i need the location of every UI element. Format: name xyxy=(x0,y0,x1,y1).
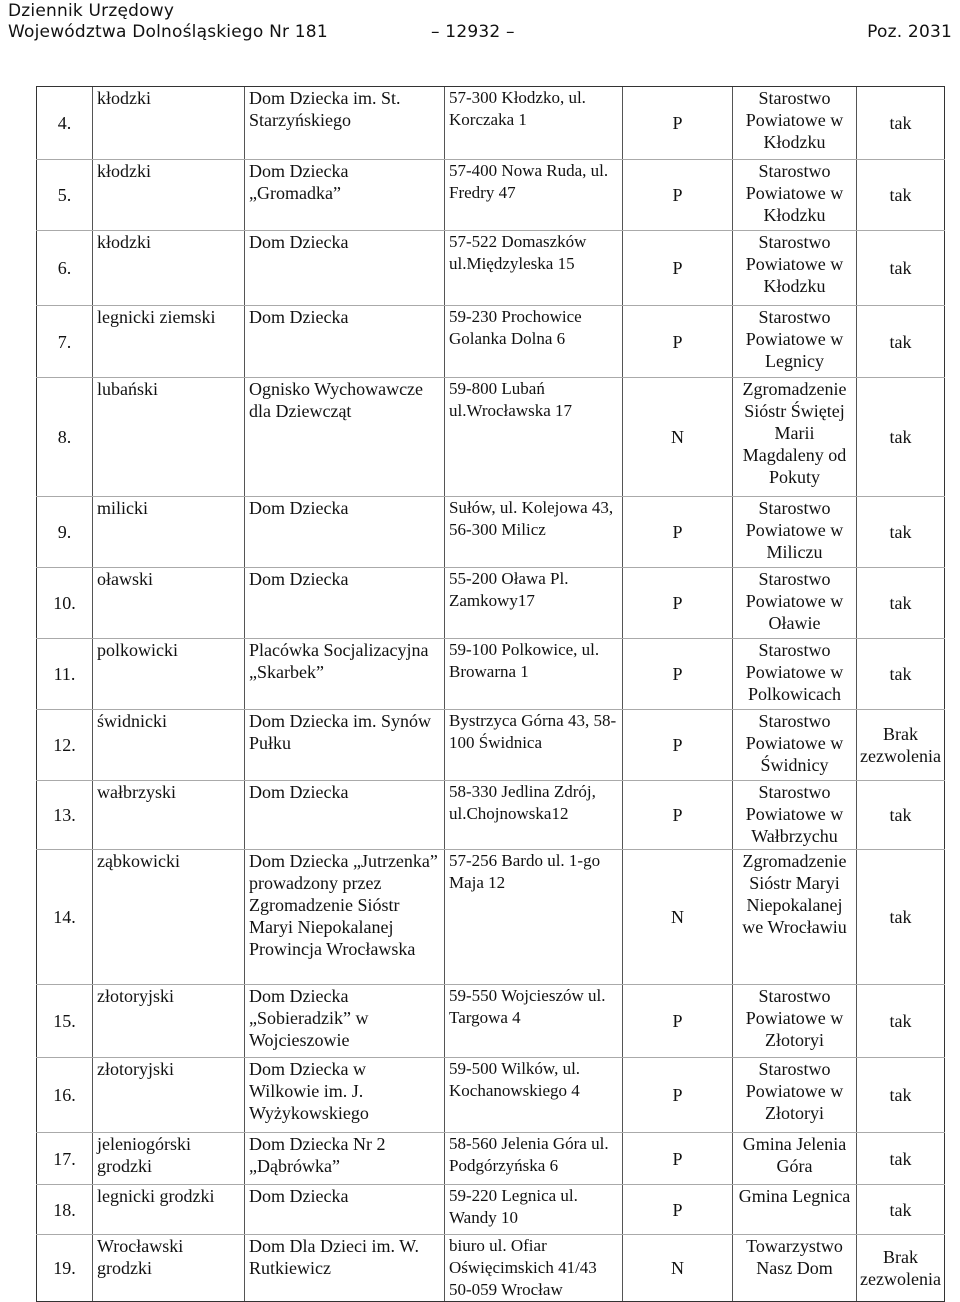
type-cell: P xyxy=(623,985,733,1058)
address-cell: 59-220 Legnica ul. Wandy 10 xyxy=(445,1185,623,1235)
operator-cell: Starostwo Powiatowe w Miliczu xyxy=(733,497,857,568)
table-row xyxy=(37,639,945,710)
address-cell: 59-500 Wilków, ul. Kochanowskiego 4 xyxy=(445,1058,623,1133)
district-cell: świdnicki xyxy=(93,710,245,781)
operator-cell: Zgromadzenie Sióstr Maryi Niepokalanej we Wrocławiu xyxy=(733,850,857,985)
institution-name-cell: Dom Dziecka xyxy=(245,497,445,568)
permit-cell: Brak zezwolenia xyxy=(857,1235,945,1302)
permit-cell: tak xyxy=(857,231,945,306)
district-cell: Wrocławski grodzki xyxy=(93,1235,245,1302)
address-cell: 55-200 Oława Pl. Zamkowy17 xyxy=(445,568,623,639)
district-cell: kłodzki xyxy=(93,160,245,231)
address-cell: 58-560 Jelenia Góra ul. Podgórzyńska 6 xyxy=(445,1133,623,1185)
operator-cell: Starostwo Powiatowe w Oławie xyxy=(733,568,857,639)
journal-title: Dziennik Urzędowy xyxy=(8,1,175,21)
voivodeship-issue: Województwa Dolnośląskiego Nr 181 xyxy=(8,22,328,42)
permit-cell: tak xyxy=(857,87,945,160)
institution-name-cell: Dom Dziecka Nr 2 „Dąbrówka” xyxy=(245,1133,445,1185)
type-cell: P xyxy=(623,497,733,568)
permit-cell: tak xyxy=(857,306,945,378)
address-cell: 57-400 Nowa Ruda, ul. Fredry 47 xyxy=(445,160,623,231)
type-cell: P xyxy=(623,1133,733,1185)
row-number: 6. xyxy=(37,231,93,306)
table-row xyxy=(37,306,945,378)
district-cell: oławski xyxy=(93,568,245,639)
type-cell: P xyxy=(623,710,733,781)
table-row xyxy=(37,710,945,781)
institution-name-cell: Dom Dziecka „Gromadka” xyxy=(245,160,445,231)
type-cell: N xyxy=(623,378,733,497)
operator-cell: Starostwo Powiatowe w Kłodzku xyxy=(733,87,857,160)
row-number: 8. xyxy=(37,378,93,497)
address-cell: 59-230 Prochowice Golanka Dolna 6 xyxy=(445,306,623,378)
institution-name-cell: Dom Dziecka im. St. Starzyńskiego xyxy=(245,87,445,160)
permit-cell: tak xyxy=(857,781,945,850)
type-cell: N xyxy=(623,850,733,985)
institution-name-cell: Dom Dla Dzieci im. W. Rutkiewicz xyxy=(245,1235,445,1302)
district-cell: kłodzki xyxy=(93,231,245,306)
operator-cell: Starostwo Powiatowe w Złotoryi xyxy=(733,985,857,1058)
permit-cell: tak xyxy=(857,985,945,1058)
institution-name-cell: Placówka Socjalizacyjna „Skarbek” xyxy=(245,639,445,710)
permit-cell: Brak zezwolenia xyxy=(857,710,945,781)
row-number: 17. xyxy=(37,1133,93,1185)
institutions-table xyxy=(36,86,945,1302)
permit-cell: tak xyxy=(857,639,945,710)
table-row xyxy=(37,160,945,231)
journal-subheader xyxy=(8,21,952,43)
row-number: 13. xyxy=(37,781,93,850)
operator-cell: Starostwo Powiatowe w Kłodzku xyxy=(733,231,857,306)
address-cell: biuro ul. Ofiar Oświęcimskich 41/43 50-059 Wrocław xyxy=(445,1235,623,1302)
position-number: Poz. 2031 xyxy=(867,22,952,42)
address-cell: 58-330 Jedlina Zdrój, ul.Chojnowska12 xyxy=(445,781,623,850)
address-cell: Bystrzyca Górna 43, 58-100 Świdnica xyxy=(445,710,623,781)
type-cell: P xyxy=(623,1058,733,1133)
operator-cell: Gmina Legnica xyxy=(733,1185,857,1235)
type-cell: P xyxy=(623,639,733,710)
table-row xyxy=(37,87,945,160)
address-cell: 59-800 Lubań ul.Wrocławska 17 xyxy=(445,378,623,497)
table-row xyxy=(37,568,945,639)
row-number: 15. xyxy=(37,985,93,1058)
row-number: 11. xyxy=(37,639,93,710)
row-number: 9. xyxy=(37,497,93,568)
type-cell: P xyxy=(623,781,733,850)
address-cell: 59-100 Polkowice, ul. Browarna 1 xyxy=(445,639,623,710)
district-cell: wałbrzyski xyxy=(93,781,245,850)
row-number: 19. xyxy=(37,1235,93,1302)
institution-name-cell: Dom Dziecka xyxy=(245,568,445,639)
operator-cell: Starostwo Powiatowe w Kłodzku xyxy=(733,160,857,231)
permit-cell: tak xyxy=(857,1058,945,1133)
address-cell: 59-550 Wojcieszów ul. Targowa 4 xyxy=(445,985,623,1058)
type-cell: N xyxy=(623,1235,733,1302)
district-cell: jeleniogórski grodzki xyxy=(93,1133,245,1185)
permit-cell: tak xyxy=(857,378,945,497)
operator-cell: Starostwo Powiatowe w Wałbrzychu xyxy=(733,781,857,850)
row-number: 16. xyxy=(37,1058,93,1133)
operator-cell: Starostwo Powiatowe w Legnicy xyxy=(733,306,857,378)
address-cell: 57-522 Domaszków ul.Międzyleska 15 xyxy=(445,231,623,306)
row-number: 18. xyxy=(37,1185,93,1235)
table-row xyxy=(37,378,945,497)
table-row xyxy=(37,850,945,985)
table-row xyxy=(37,497,945,568)
permit-cell: tak xyxy=(857,160,945,231)
table-row xyxy=(37,1235,945,1302)
type-cell: P xyxy=(623,160,733,231)
table-row xyxy=(37,1185,945,1235)
district-cell: lubański xyxy=(93,378,245,497)
institution-name-cell: Dom Dziecka xyxy=(245,306,445,378)
operator-cell: Zgromadzenie Sióstr Świętej Marii Magdaleny od Pokuty xyxy=(733,378,857,497)
institution-name-cell: Dom Dziecka „Sobieradzik” w Wojcieszowie xyxy=(245,985,445,1058)
operator-cell: Starostwo Powiatowe w Świdnicy xyxy=(733,710,857,781)
row-number: 4. xyxy=(37,87,93,160)
permit-cell: tak xyxy=(857,1133,945,1185)
district-cell: legnicki grodzki xyxy=(93,1185,245,1235)
row-number: 7. xyxy=(37,306,93,378)
address-cell: Sułów, ul. Kolejowa 43, 56-300 Milicz xyxy=(445,497,623,568)
type-cell: P xyxy=(623,306,733,378)
table-row xyxy=(37,985,945,1058)
district-cell: złotoryjski xyxy=(93,985,245,1058)
table-row xyxy=(37,781,945,850)
table-row xyxy=(37,1133,945,1185)
institution-name-cell: Dom Dziecka w Wilkowie im. J. Wyżykowskiego xyxy=(245,1058,445,1133)
operator-cell: Towarzystwo Nasz Dom xyxy=(733,1235,857,1302)
district-cell: milicki xyxy=(93,497,245,568)
row-number: 5. xyxy=(37,160,93,231)
row-number: 12. xyxy=(37,710,93,781)
institution-name-cell: Ognisko Wychowawcze dla Dziewcząt xyxy=(245,378,445,497)
institution-name-cell: Dom Dziecka im. Synów Pułku xyxy=(245,710,445,781)
operator-cell: Starostwo Powiatowe w Polkowicach xyxy=(733,639,857,710)
institution-name-cell: Dom Dziecka xyxy=(245,231,445,306)
row-number: 10. xyxy=(37,568,93,639)
table-row xyxy=(37,1058,945,1133)
district-cell: złotoryjski xyxy=(93,1058,245,1133)
permit-cell: tak xyxy=(857,497,945,568)
type-cell: P xyxy=(623,568,733,639)
permit-cell: tak xyxy=(857,850,945,985)
district-cell: legnicki ziemski xyxy=(93,306,245,378)
district-cell: kłodzki xyxy=(93,87,245,160)
permit-cell: tak xyxy=(857,568,945,639)
address-cell: 57-256 Bardo ul. 1-go Maja 12 xyxy=(445,850,623,985)
district-cell: ząbkowicki xyxy=(93,850,245,985)
address-cell: 57-300 Kłodzko, ul. Korczaka 1 xyxy=(445,87,623,160)
institution-name-cell: Dom Dziecka xyxy=(245,781,445,850)
type-cell: P xyxy=(623,87,733,160)
table-row xyxy=(37,231,945,306)
permit-cell: tak xyxy=(857,1185,945,1235)
page-number: – 12932 – xyxy=(431,22,515,42)
operator-cell: Gmina Jelenia Góra xyxy=(733,1133,857,1185)
operator-cell: Starostwo Powiatowe w Złotoryi xyxy=(733,1058,857,1133)
district-cell: polkowicki xyxy=(93,639,245,710)
institution-name-cell: Dom Dziecka xyxy=(245,1185,445,1235)
type-cell: P xyxy=(623,231,733,306)
type-cell: P xyxy=(623,1185,733,1235)
institution-name-cell: Dom Dziecka „Jutrzenka” prowadzony przez Zgromadzenie Sióstr Maryi Niepokalanej Prowincja Wrocławska xyxy=(245,850,445,985)
row-number: 14. xyxy=(37,850,93,985)
